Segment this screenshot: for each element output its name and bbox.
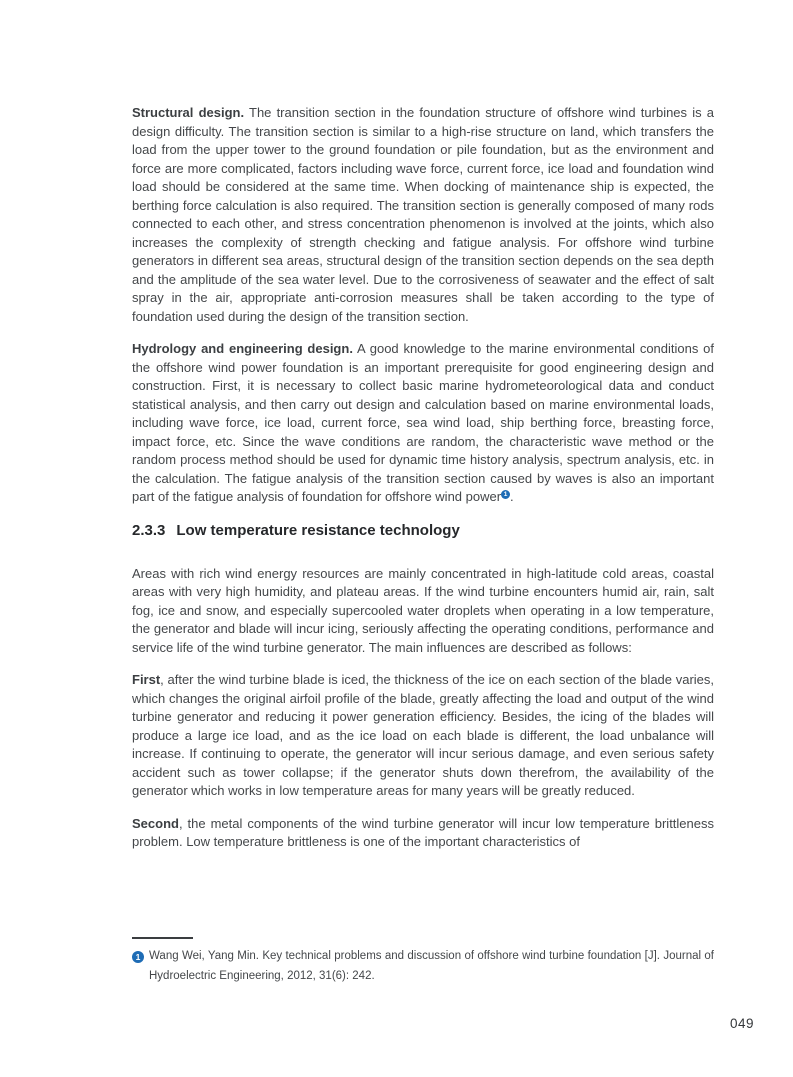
paragraph-structural-design	[132, 104, 714, 326]
paragraph-lead-second: Second	[132, 815, 179, 831]
footnote-divider	[132, 937, 193, 939]
paragraph-text: , after the wind turbine blade is iced, the thickness of the ice on each section of the blade varies, which changes the original airfoil profile of the blade, greatly affecting the load and output of the wind turbine generator and reducing it power generation efficiency. Besides, the icing of the blades will produce a large ice load, and as the ice load on each blade is different, the load unbalance will increase. If continuing to operate, the generator will incur serious damage, and even serious safety accident such as tower collapse; if the generator shuts down therefrom, the availability of the generator which works in low temperature areas for many years will be greatly reduced.	[132, 672, 714, 798]
paragraph-cold-areas-intro	[132, 565, 714, 658]
section-heading-number: 2.3.3	[132, 521, 166, 539]
paragraph-lead-hydrology-design: Hydrology and engineering design.	[132, 341, 353, 356]
section-heading-title: Low temperature resistance technology	[176, 521, 460, 539]
paragraph-text: , the metal components of the wind turbine generator will incur low temperature brittleness problem. Low temperature brittleness is one of the important characteristics of	[132, 815, 714, 849]
paragraph-second-influence	[132, 815, 714, 852]
paragraph-first-influence	[132, 671, 714, 801]
paragraph-text: A good knowledge to the marine environmental conditions of the offshore wind power foundation is an important prerequisite for good engineering design and construction. First, it is necessary to collect basic marine hydrometeorological data and conduct statistical analysis, and then carry out design and calculation based on marine environmental loads, including wave force, ice load, current force, sea wind load, ship berthing force, breasting force, impact force, etc. Since the wave conditions are random, the characteristic wave method or the random process method should be used for dynamic time history analysis, spectrum analysis, etc. in the calculation. The fatigue analysis of the transition section caused by waves is also an important part of the fatigue analysis of foundation for offshore wind power	[132, 341, 714, 504]
footnote-area	[132, 937, 714, 986]
section-heading	[132, 521, 714, 541]
paragraph-lead-structural-design: Structural design.	[132, 105, 245, 120]
paragraph-text: Areas with rich wind energy resources are mainly concentrated in high-latitude cold areas, coastal areas with very high humidity, and plateau areas. If the wind turbine encounters humid air, rain, salt fog, ice and snow, and especially supercooled water droplets when operating in a low temperature, the generator and blade will incur icing, seriously affecting the operating conditions, performance and service life of the wind turbine generator. The main influences are described as follows:	[132, 565, 714, 655]
footnote-marker-icon: 1	[132, 951, 144, 963]
footnote	[132, 947, 714, 986]
page-content	[132, 104, 714, 866]
footnote-reference-icon[interactable]: 1	[501, 490, 510, 499]
paragraph-text: The transition section in the foundation structure of offshore wind turbines is a design difficulty. The transition section is similar to a high-rise structure on land, which transfers the load from the upper tower to the ground foundation or pile foundation, but as the environment and force are more complicated, factors including wave force, current force, ice load and foundation wind load should be considered at the same time. When docking of maintenance ship is expected, the berthing force calculation is also required. The transition section is generally composed of many rods connected to each other, and stress concentration phenomenon is involved at the joints, which also increases the complexity of strength checking and fatigue analysis. For offshore wind turbine generators in different sea areas, structural design of the transition section depends on the sea depth and the amplitude of the sea water level. Due to the corrosiveness of seawater and the effect of salt spray in the air, appropriate anti-corrosion measures shall be taken according to the type of foundation used during the design of the transition section.	[132, 105, 714, 324]
paragraph-text-tail: .	[510, 489, 514, 504]
paragraph-lead-first: First	[132, 672, 161, 687]
paragraph-hydrology-design	[132, 340, 714, 507]
footnote-text: Wang Wei, Yang Min. Key technical problems and discussion of offshore wind turbine foundation [J]. Journal of Hydroelectric Engineering, 2012, 31(6): 242.	[149, 950, 714, 982]
page-number: 049	[730, 1016, 755, 1031]
